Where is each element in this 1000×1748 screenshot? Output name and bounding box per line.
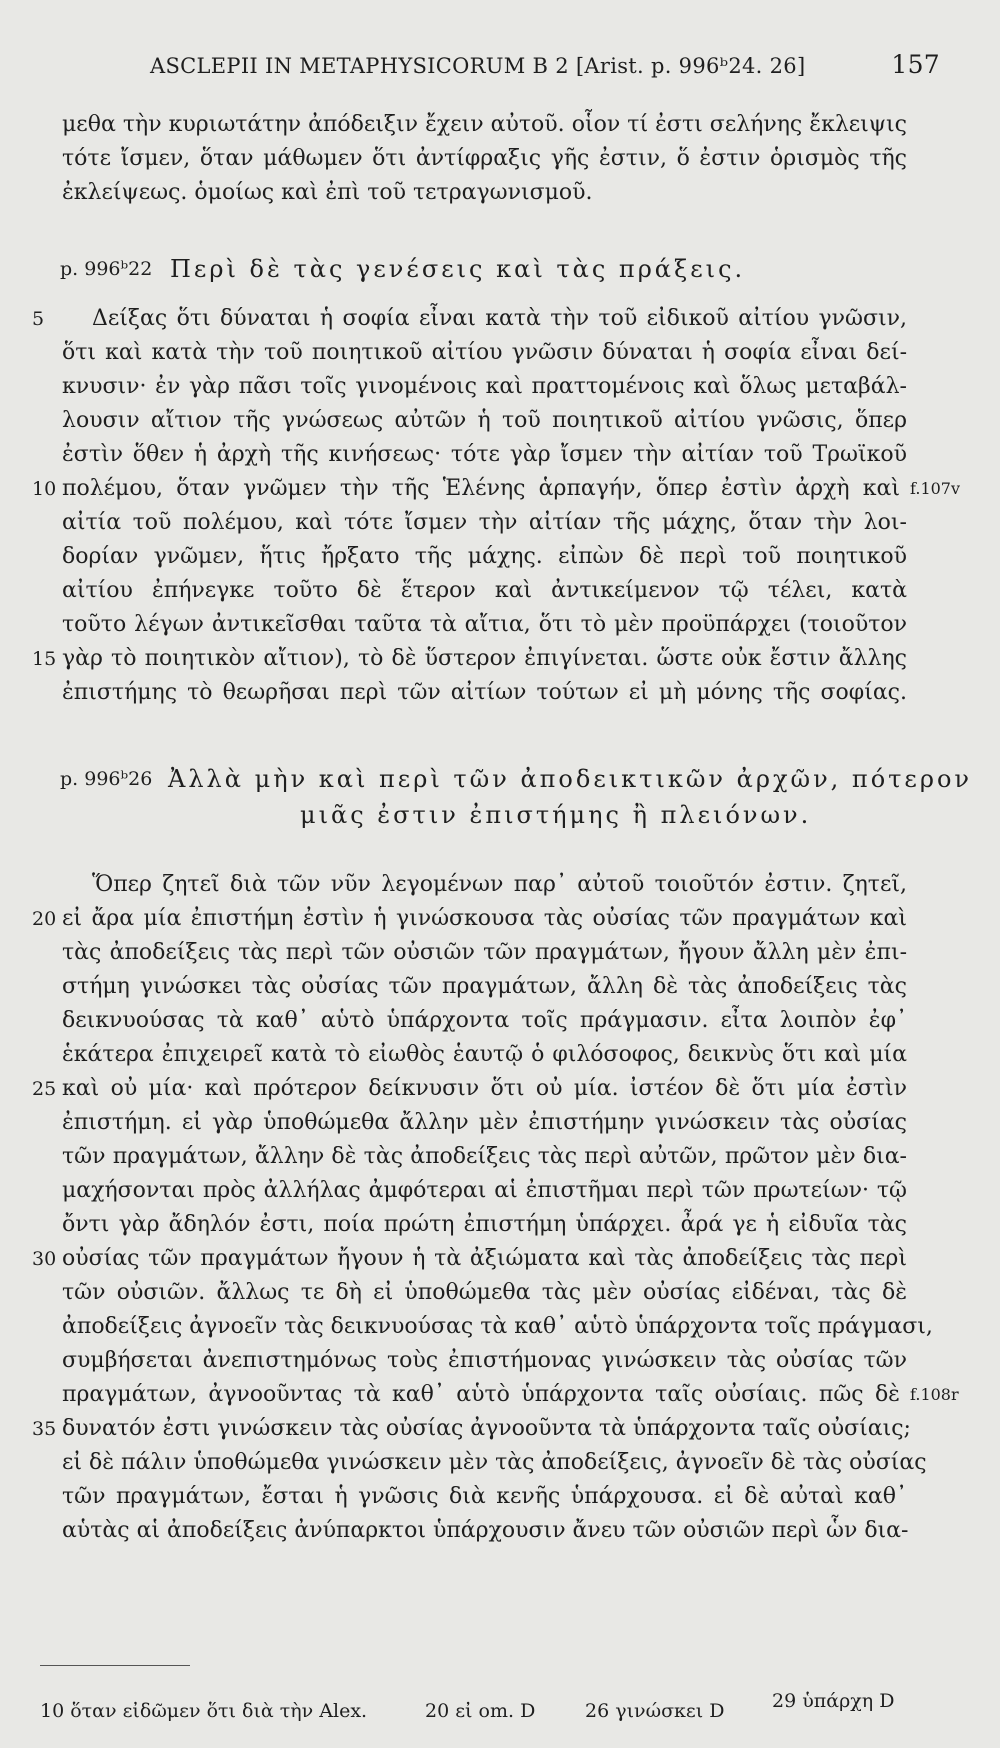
text-line: τὰς ἀποδείξεις τὰς περὶ τῶν οὐσιῶν τῶν πραγμάτων, ἤγουν ἄλλη μὲν ἐπι- [62, 940, 907, 965]
text-line: ἐστὶν ὅθεν ἡ ἀρχὴ τῆς κινήσεως· τότε γὰρ ἴσμεν τὴν αἰτίαν τοῦ Τρωϊκοῦ [62, 442, 907, 467]
text-line: ἀποδείξεις ἀγνοεῖν τὰς δεικνυούσας τὰ καθ᾽ αὑτὸ ὑπάρχοντα τοῖς πράγμασι, [62, 1314, 933, 1339]
section-reference: p. 996ᵇ22 [60, 258, 153, 280]
text-line: ἐκλείψεως. ὁμοίως καὶ ἐπὶ τοῦ τετραγωνισμοῦ. [62, 180, 593, 205]
folio-margin-note: f.107v [910, 479, 961, 498]
text-line: τότε ἴσμεν, ὅταν μάθωμεν ὅτι ἀντίφραξις γῆς ἐστιν, ὅ ἐστιν ὁρισμὸς τῆς [62, 146, 907, 171]
footnote: 26 γινώσκει D [585, 1700, 725, 1722]
section-heading: μιᾶς ἐστιν ἐπιστήμης ἢ πλειόνων. [300, 801, 812, 829]
text-line: τοῦτο λέγων ἀντικεῖσθαι ταῦτα τὰ αἴτια, ὅτι τὸ μὲν προϋπάρχει (τοιοῦτον [62, 612, 907, 637]
text-line: πραγμάτων, ἀγνοοῦντας τὰ καθ᾽ αὑτὸ ὑπάρχοντα ταῖς οὐσίαις. πῶς δὲ [62, 1382, 900, 1407]
text-line: Ὅπερ ζητεῖ διὰ τῶν νῦν λεγομένων παρ᾽ αὐτοῦ τοιοῦτόν ἐστιν. ζητεῖ, [92, 872, 907, 897]
text-line: ὅτι καὶ κατὰ τὴν τοῦ ποιητικοῦ αἰτίου γνῶσιν δύναται ἡ σοφία εἶναι δεί- [62, 340, 907, 365]
section-heading: Περὶ δὲ τὰς γενέσεις καὶ τὰς πράξεις. [170, 255, 746, 283]
footnote: 10 ὅταν εἰδῶμεν ὅτι διὰ τὴν Alex. [40, 1700, 368, 1722]
line-number: 20 [32, 908, 57, 930]
text-line: λουσιν αἴτιον τῆς γνώσεως αὐτῶν ἡ τοῦ ποιητικοῦ αἰτίου γνῶσις, ὅπερ [62, 408, 907, 433]
header-title: ASCLEPII IN METAPHYSICORUM B 2 [Arist. p. 996ᵇ24. 26] [150, 54, 806, 78]
section-reference: p. 996ᵇ26 [60, 768, 153, 790]
page-number: 157 [891, 50, 940, 79]
text-line: αἰτία τοῦ πολέμου, καὶ τότε ἴσμεν τὴν αἰτίαν τῆς μάχης, ὅταν τὴν λοι- [62, 510, 907, 535]
text-line: δεικνυούσας τὰ καθ᾽ αὑτὸ ὑπάρχοντα τοῖς πράγμασιν. εἶτα λοιπὸν ἐφ᾽ [62, 1008, 907, 1033]
text-line: καὶ οὐ μία· καὶ πρότερον δείκνυσιν ὅτι οὐ μία. ἰστέον δὲ ὅτι μία ἐστὶν [62, 1076, 907, 1101]
text-line: ὄντι γὰρ ἄδηλόν ἐστι, ποία πρώτη ἐπιστήμη ὑπάρχει. ἆρά γε ἡ εἰδυῖα τὰς [62, 1212, 907, 1237]
text-line: πολέμου, ὅταν γνῶμεν τὴν τῆς Ἑλένης ἁρπαγήν, ὅπερ ἐστὶν ἀρχὴ καὶ [62, 476, 900, 501]
text-line: Δείξας ὅτι δύναται ἡ σοφία εἶναι κατὰ τὴν τοῦ εἰδικοῦ αἰτίου γνῶσιν, [92, 306, 907, 331]
line-number: 30 [32, 1248, 57, 1270]
footnote: 20 εἰ om. D [425, 1700, 536, 1722]
text-line: γὰρ τὸ ποιητικὸν αἴτιον), τὸ δὲ ὕστερον ἐπιγίνεται. ὥστε οὐκ ἔστιν ἄλλης [62, 646, 907, 671]
text-line: ἑκάτερα ἐπιχειρεῖ κατὰ τὸ εἰωθὸς ἑαυτῷ ὁ φιλόσοφος, δεικνὺς ὅτι καὶ μία [62, 1042, 907, 1067]
text-line: τῶν πραγμάτων, ἔσται ἡ γνῶσις διὰ κενῆς ὑπάρχουσα. εἰ δὲ αὐταὶ καθ᾽ [62, 1484, 907, 1509]
line-number: 5 [32, 308, 45, 330]
text-line: εἰ ἄρα μία ἐπιστήμη ἐστὶν ἡ γινώσκουσα τὰς οὐσίας τῶν πραγμάτων καὶ [62, 906, 907, 931]
text-line: εἰ δὲ πάλιν ὑποθώμεθα γινώσκειν μὲν τὰς ἀποδείξεις, ἀγνοεῖν δὲ τὰς οὐσίας [62, 1450, 927, 1475]
text-line: κνυσιν· ἐν γὰρ πᾶσι τοῖς γινομένοις καὶ πραττομένοις καὶ ὅλως μεταβάλ- [62, 374, 907, 399]
text-line: αὑτὰς αἱ ἀποδείξεις ἀνύπαρκτοι ὑπάρχουσιν ἄνευ τῶν οὐσιῶν περὶ ὧν δια- [62, 1518, 909, 1543]
text-line: αἰτίου ἐπήνεγκε τοῦτο δὲ ἕτερον καὶ ἀντικείμενον τῷ τέλει, κατὰ [62, 578, 907, 603]
text-line: τῶν πραγμάτων, ἄλλην δὲ τὰς ἀποδείξεις τὰς περὶ αὐτῶν, πρῶτον μὲν δια- [62, 1144, 907, 1169]
line-number: 10 [32, 478, 57, 500]
text-line: ἐπιστήμης τὸ θεωρῆσαι περὶ τῶν αἰτίων τούτων εἰ μὴ μόνης τῆς σοφίας. [62, 680, 907, 705]
text-line: συμβήσεται ἀνεπιστημόνως τοὺς ἐπιστήμονας γινώσκειν τὰς οὐσίας τῶν [62, 1348, 907, 1373]
text-line: μαχήσονται πρὸς ἀλλήλας ἀμφότεραι αἱ ἐπιστῆμαι περὶ τῶν πρωτείων· τῷ [62, 1178, 907, 1203]
text-line: μεθα τὴν κυριωτάτην ἀπόδειξιν ἔχειν αὐτοῦ. οἷον τί ἐστι σελήνης ἔκλειψις [62, 112, 907, 137]
text-line: δορίαν γνῶμεν, ἥτις ἤρξατο τῆς μάχης. εἰπὼν δὲ περὶ τοῦ ποιητικοῦ [62, 544, 907, 569]
footnote: 29 ὑπάρχη D [772, 1690, 895, 1712]
folio-margin-note: f.108r [910, 1385, 959, 1404]
text-line: τῶν οὐσιῶν. ἄλλως τε δὴ εἰ ὑποθώμεθα τὰς μὲν οὐσίας εἰδέναι, τὰς δὲ [62, 1280, 907, 1305]
text-line: στήμη γινώσκει τὰς οὐσίας τῶν πραγμάτων, ἄλλη δὲ τὰς ἀποδείξεις τὰς [62, 974, 907, 999]
text-line: δυνατόν ἐστι γινώσκειν τὰς οὐσίας ἀγνοοῦντα τὰ ὑπάρχοντα ταῖς οὐσίαις; [62, 1416, 911, 1441]
line-number: 25 [32, 1078, 57, 1100]
footnote-rule [40, 1665, 190, 1666]
line-number: 35 [32, 1418, 57, 1440]
text-line: οὐσίας τῶν πραγμάτων ἤγουν ἡ τὰ ἀξιώματα καὶ τὰς ἀποδείξεις τὰς περὶ [62, 1246, 907, 1271]
line-number: 15 [32, 648, 57, 670]
section-heading: Ἀλλὰ μὴν καὶ περὶ τῶν ἀποδεικτικῶν ἀρχῶν, πότερον [168, 765, 973, 793]
text-line: ἐπιστήμη. εἰ γὰρ ὑποθώμεθα ἄλλην μὲν ἐπιστήμην γινώσκειν τὰς οὐσίας [62, 1110, 907, 1135]
